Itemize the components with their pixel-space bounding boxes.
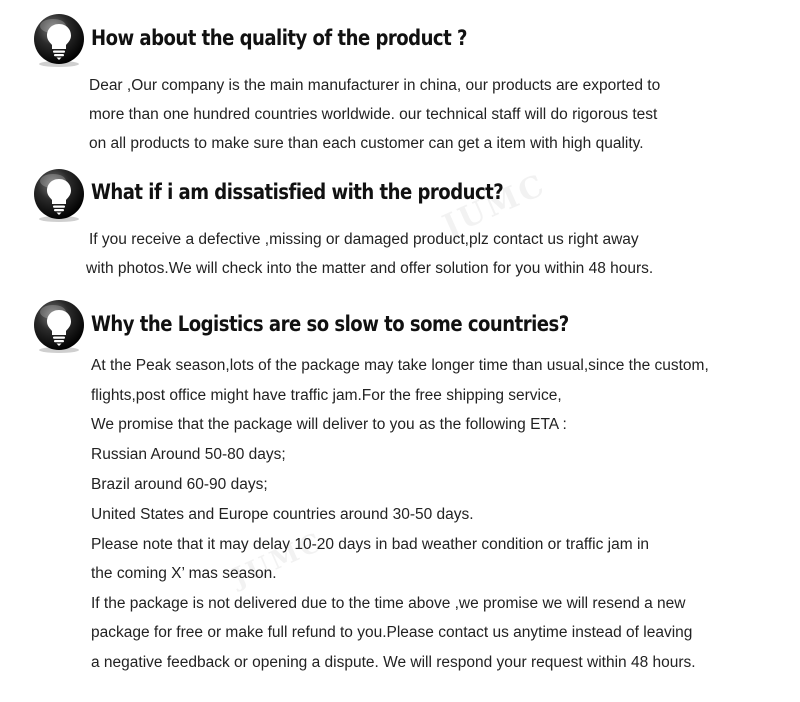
body-text-line: If you receive a defective ,missing or damaged product,plz contact us right away	[89, 231, 639, 248]
body-text-line: a negative feedback or opening a dispute. We will respond your request within 48 hours.	[91, 654, 696, 671]
watermark: JUMC	[437, 167, 552, 244]
body-text-line: Russian Around 50-80 days;	[91, 446, 286, 463]
body-text-line: on all products to make sure than each customer can get a item with high quality.	[89, 135, 644, 152]
body-text-line: If the package is not delivered due to the time above ,we promise we will resend a new	[91, 595, 686, 612]
lightbulb-icon	[31, 167, 87, 223]
body-text-line: with photos.We will check into the matter and offer solution for you within 48 hours.	[86, 260, 654, 277]
section-heading: How about the quality of the product ?	[91, 26, 467, 50]
body-text-line: Dear ,Our company is the main manufacturer in china, our products are exported to	[89, 77, 661, 94]
section-heading: Why the Logistics are so slow to some countries?	[91, 312, 569, 336]
body-text-line: more than one hundred countries worldwide. our technical staff will do rigorous test	[89, 106, 658, 123]
body-text-line: Brazil around 60-90 days;	[91, 476, 268, 493]
body-text-line: Please note that it may delay 10-20 days in bad weather condition or traffic jam in	[91, 536, 650, 553]
watermark: JUMC	[228, 526, 329, 594]
body-text-line: the coming X’ mas season.	[91, 565, 277, 582]
body-text-line: At the Peak season,lots of the package may take longer time than usual,since the custom,	[91, 357, 709, 374]
lightbulb-icon	[31, 12, 87, 68]
body-text-line: We promise that the package will deliver to you as the following ETA :	[91, 416, 567, 433]
body-text-line: United States and Europe countries around 30-50 days.	[91, 506, 474, 523]
lightbulb-icon	[31, 298, 87, 354]
body-text-line: flights,post office might have traffic jam.For the free shipping service,	[91, 387, 562, 404]
body-text-line: package for free or make full refund to you.Please contact us anytime instead of leaving	[91, 624, 693, 641]
section-heading: What if i am dissatisfied with the product?	[91, 180, 504, 204]
